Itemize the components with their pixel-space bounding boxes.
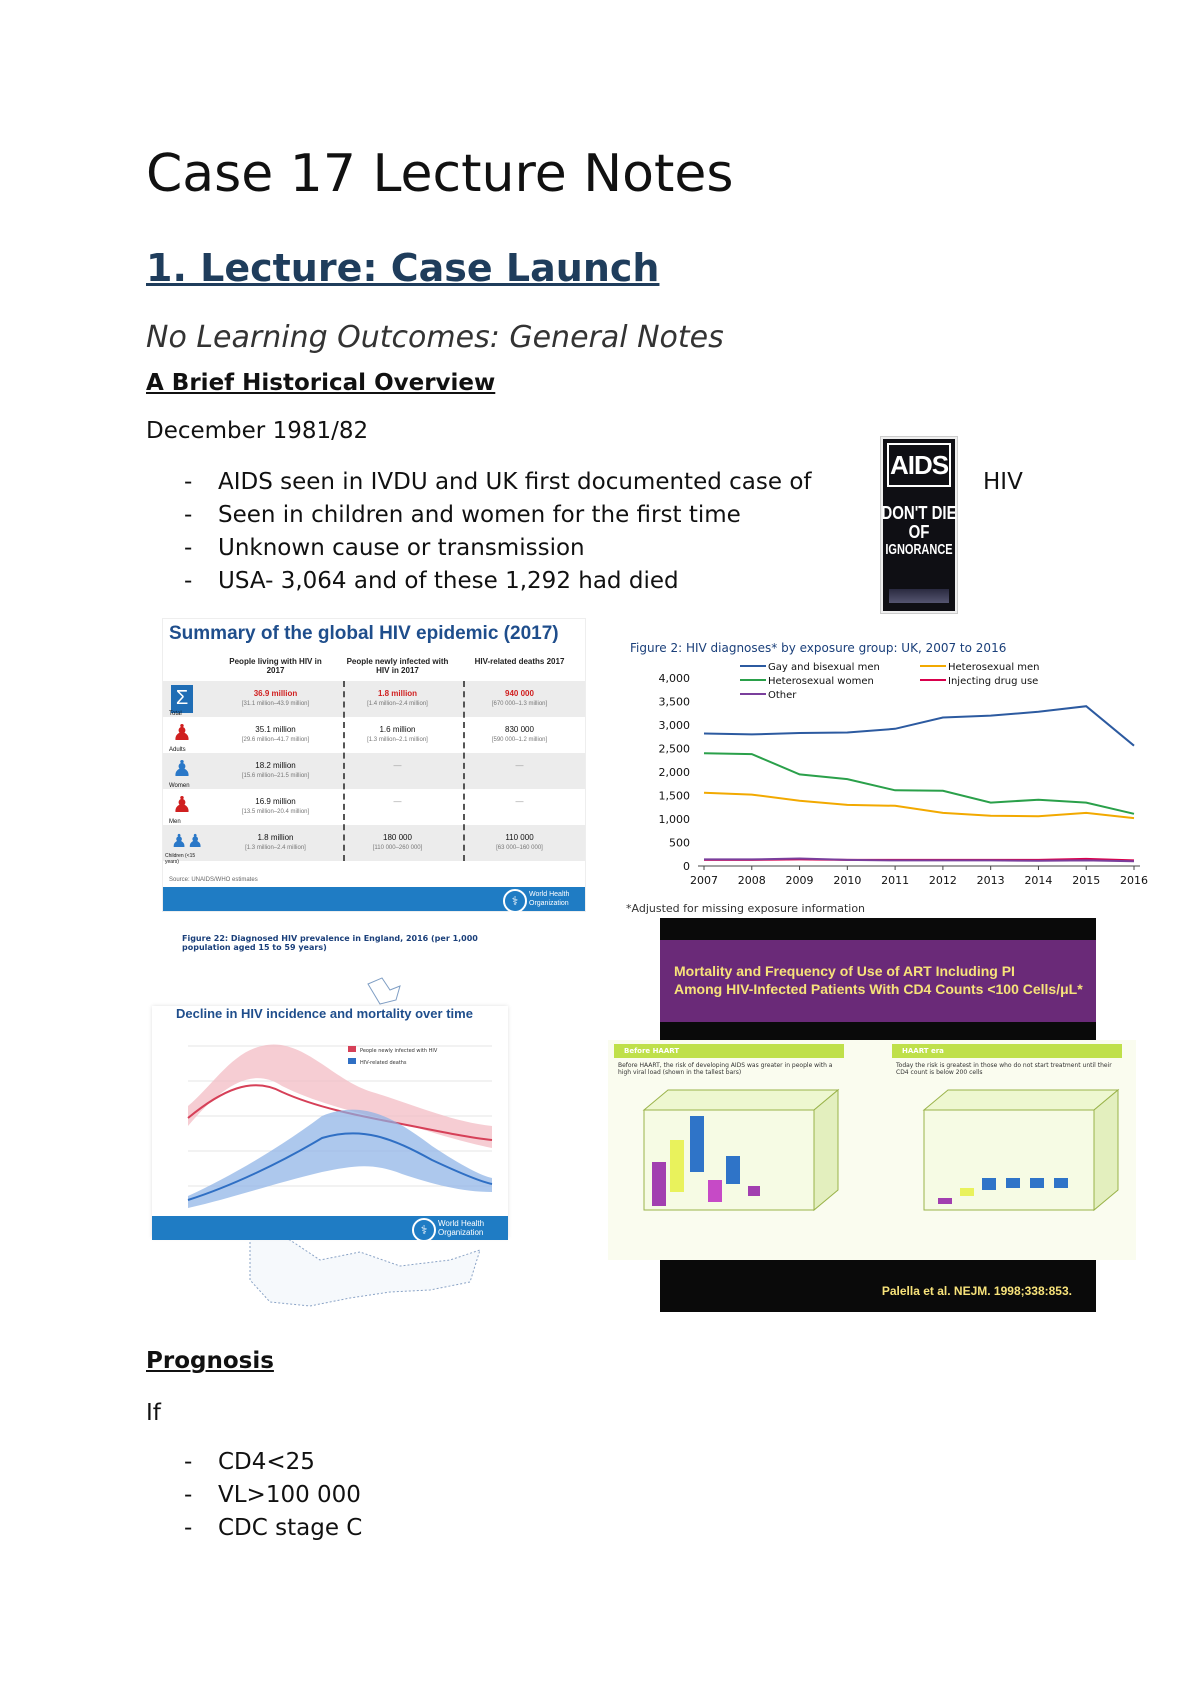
who-logo-icon: ⚕ <box>503 889 527 913</box>
legend-label: Injecting drug use <box>948 676 1039 687</box>
who-summary-source: Source: UNAIDS/WHO estimates <box>169 877 258 883</box>
cell-range: [1.3 million–2.4 million] <box>245 845 306 851</box>
y-tick-label: 4,000 <box>658 672 690 685</box>
series-line <box>704 793 1134 818</box>
cell: 940 000 <box>505 689 534 698</box>
aids-poster-image <box>880 436 958 614</box>
bar <box>982 1178 996 1190</box>
cell: 35.1 million <box>255 725 296 734</box>
bar <box>1054 1178 1068 1188</box>
bar <box>748 1186 760 1196</box>
cell: 1.6 million <box>379 725 416 734</box>
row-label: Children (<15 years) <box>165 853 196 865</box>
cell: — <box>515 761 524 770</box>
bar <box>670 1140 684 1192</box>
x-tick-label: 2008 <box>737 874 766 887</box>
legend-label: People newly infected with HIV <box>360 1048 438 1054</box>
subtitle: No Learning Outcomes: General Notes <box>146 320 724 355</box>
list-item: - USA- 3,064 and of these 1,292 had died <box>146 565 886 598</box>
legend-label: Gay and bisexual men <box>768 662 880 673</box>
who-footer-bar <box>163 887 585 911</box>
art-slide-citation: Palella et al. NEJM. 1998;338:853. <box>881 1284 1072 1298</box>
cell-range: [670 000–1.3 million] <box>491 701 548 707</box>
cell-range: [15.6 million–21.5 million] <box>241 773 310 779</box>
table-row <box>163 825 585 865</box>
history-date: December 1981/82 <box>146 418 369 444</box>
cell-range: [1.3 million–2.1 million] <box>367 737 428 743</box>
bar <box>1030 1178 1044 1188</box>
bar <box>690 1116 704 1172</box>
list-item: - CD4<25 <box>146 1446 746 1479</box>
row-label: Total <box>169 711 182 717</box>
cell: 1.8 million <box>377 689 418 698</box>
children-icon: ♟♟ <box>171 831 204 851</box>
cell: 16.9 million <box>255 797 296 806</box>
art-slide-title-line1: Mortality and Frequency of Use of ART Including PI <box>674 963 1015 979</box>
x-tick-label: 2009 <box>785 874 814 887</box>
y-tick-label: 2,000 <box>658 766 690 779</box>
y-tick-label: 3,500 <box>658 695 690 709</box>
bar <box>938 1198 952 1204</box>
prognosis-lead: If <box>146 1400 161 1426</box>
bar <box>960 1188 974 1196</box>
cell: 830 000 <box>505 725 534 734</box>
cell: 180 000 <box>383 833 412 842</box>
list-item: - Unknown cause or transmission <box>146 532 886 565</box>
history-heading: A Brief Historical Overview <box>146 370 496 396</box>
y-tick-label: 0 <box>683 860 690 873</box>
adults-icon: ♟ <box>172 720 192 745</box>
list-item: - VL>100 000 <box>146 1479 746 1512</box>
uk-diagnoses-chart <box>620 630 1160 908</box>
list-item: - CDC stage C <box>146 1512 746 1545</box>
who-footer-bar <box>152 1216 508 1240</box>
england-prevalence-figure <box>150 930 520 1330</box>
y-tick-label: 2,500 <box>658 742 690 756</box>
col-head-deaths: HIV-related deaths 2017 <box>474 657 565 666</box>
legend-swatch <box>348 1058 356 1064</box>
cell: 110 000 <box>505 833 534 842</box>
legend-label: HIV-related deaths <box>360 1060 407 1066</box>
cell-range: [63 000–160 000] <box>496 845 543 851</box>
document-title: Case 17 Lecture Notes <box>146 144 734 204</box>
england-map-caption: Figure 22: Diagnosed HIV prevalence in England, 2016 (per 1,000 population aged 15 to 59 years) <box>182 934 478 952</box>
cell: 36.9 million <box>253 689 298 698</box>
uk-chart-footnote: *Adjusted for missing exposure information <box>626 902 866 915</box>
cell: 1.8 million <box>257 833 294 842</box>
incidence-chart-svg <box>152 1026 508 1236</box>
y-tick-label: 1,500 <box>658 789 690 803</box>
row-label: Men <box>169 819 181 825</box>
col-head-new: People newly infected with HIV in 2017 <box>346 657 449 675</box>
panel-before-haart: Before HAART <box>614 1044 844 1058</box>
x-tick-label: 2011 <box>881 874 910 887</box>
cell-range: [590 000–1.2 million] <box>491 737 548 743</box>
series-line <box>704 753 1134 814</box>
who-org-name: World Health Organization <box>438 1219 485 1237</box>
row-label: Women <box>169 783 190 789</box>
cell-range: [110 000–260 000] <box>372 845 423 851</box>
cell: — <box>393 797 402 806</box>
cell: — <box>515 797 524 806</box>
bar <box>1006 1178 1020 1188</box>
table-row <box>163 681 585 717</box>
poster-line2: DON'T DIE <box>881 502 957 525</box>
sigma-icon: Σ <box>171 685 193 713</box>
legend-label: Other <box>768 690 797 701</box>
bar <box>726 1156 740 1184</box>
panel-left-note: Before HAART, the risk of developing AIDS was greater in people with a high viral load (shown in the tallest bars) <box>618 1062 833 1076</box>
poster-line3: OF <box>908 521 930 544</box>
table-row <box>163 789 585 825</box>
cell: 18.2 million <box>255 761 296 770</box>
prognosis-heading: Prognosis <box>146 1348 274 1374</box>
x-tick-label: 2012 <box>928 874 957 887</box>
cell-range: [31.1 million–43.9 million] <box>241 701 310 707</box>
bar <box>708 1180 722 1202</box>
cell-range: [13.5 million–20.4 million] <box>241 809 310 815</box>
legend-label: Heterosexual men <box>948 662 1040 673</box>
women-icon: ♟ <box>172 756 192 781</box>
x-tick-label: 2015 <box>1072 874 1101 887</box>
who-logo-icon: ⚕ <box>412 1218 436 1242</box>
x-tick-label: 2014 <box>1024 874 1053 887</box>
y-tick-label: 3,000 <box>658 719 690 732</box>
history-bullet-list <box>146 466 886 598</box>
who-org-name: World Health Organization <box>529 891 570 907</box>
art-3d-bars-panel <box>608 1040 1136 1260</box>
x-tick-label: 2007 <box>690 874 718 887</box>
poster-aids-text: AIDS <box>887 443 951 487</box>
art-3d-bars-svg <box>608 1080 1136 1260</box>
list-item: - AIDS seen in IVDU and UK first documented case of <box>146 466 886 499</box>
table-row <box>163 753 585 789</box>
cell-range: [29.6 million–41.7 million] <box>241 737 310 743</box>
who-summary-title: Summary of the global HIV epidemic (2017) <box>169 623 559 644</box>
table-row <box>163 717 585 753</box>
list-item: - Seen in children and women for the first time <box>146 499 886 532</box>
map-outline-north <box>368 978 400 1004</box>
bar <box>652 1162 666 1206</box>
x-tick-label: 2016 <box>1120 874 1148 887</box>
panel-right-note: Today the risk is greatest in those who do not start treatment until their CD4 count is below 200 cells <box>896 1062 1112 1076</box>
map-outline-south <box>250 1230 480 1306</box>
legend-label: Heterosexual women <box>768 676 874 687</box>
col-head-living: People living with HIV in 2017 <box>229 657 322 675</box>
y-tick-label: 1,000 <box>658 813 690 826</box>
uk-chart-svg <box>620 630 1160 908</box>
panel-haart-era: HAART era <box>892 1044 1122 1058</box>
art-slide-title-line2: Among HIV-Infected Patients With CD4 Counts <100 Cells/μL* <box>674 981 1083 997</box>
poster-line4: IGNORANCE <box>885 542 953 558</box>
legend-swatch <box>348 1046 356 1052</box>
cell-range: [1.4 million–2.4 million] <box>367 701 428 707</box>
x-tick-label: 2013 <box>976 874 1005 887</box>
cell: — <box>393 761 402 770</box>
bullet-tail-hiv: HIV <box>983 469 1023 495</box>
y-tick-label: 500 <box>669 836 690 850</box>
men-icon: ♟ <box>172 792 192 817</box>
row-label: Adults <box>169 747 186 753</box>
incidence-chart-title: Decline in HIV incidence and mortality over time <box>176 1006 473 1021</box>
section-heading-lecture[interactable]: 1. Lecture: Case Launch <box>146 246 660 290</box>
uk-chart-caption: Figure 2: HIV diagnoses* by exposure group: UK, 2007 to 2016 <box>630 641 1007 655</box>
who-incidence-slide <box>152 1006 508 1238</box>
series-line <box>704 706 1134 746</box>
prognosis-bullet-list <box>146 1446 746 1545</box>
who-summary-slide <box>162 618 586 912</box>
x-tick-label: 2010 <box>833 874 862 887</box>
